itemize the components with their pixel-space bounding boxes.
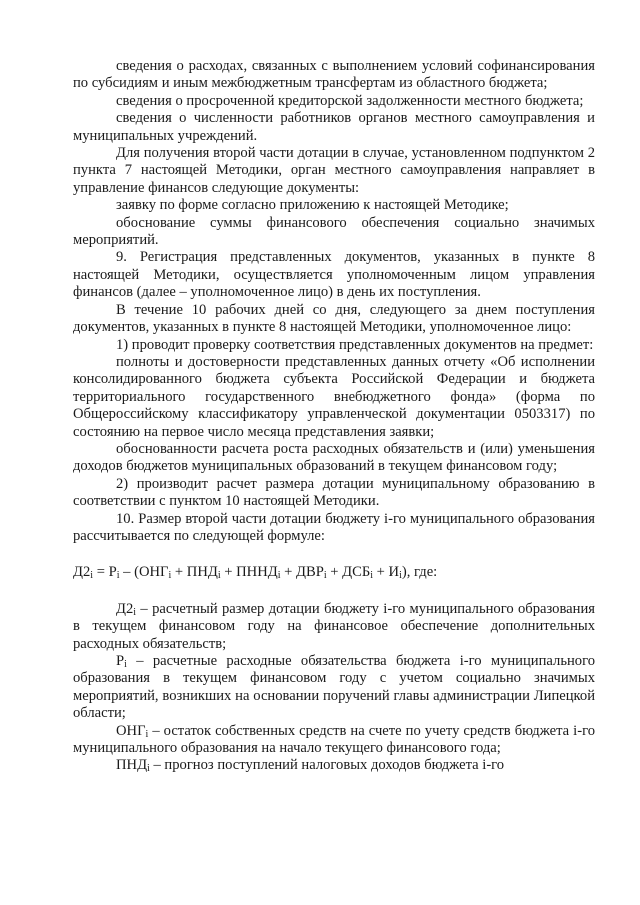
paragraph: сведения о просроченной кредиторской задолженности местного бюджета;	[116, 92, 584, 109]
paragraph: сведения о численности работников органов местного самоуправления и муниципальных учреждений.	[73, 110, 595, 144]
paragraph: полноты и достоверности представленных данных отчету «Об исполнении консолидированного бюджета субъекта Российской Федерации и бюджета территориального государственного внебюджетного фонда» (форма по Общероссийскому классификатору управленческой документации 0503317) по состоянию на первое число месяца представления заявки;	[73, 353, 595, 440]
definition: $ОНГ_i$ – остаток собственных средств на счете по учету средств бюджета i-го муниципального образования на начало текущего финансового года;	[73, 722, 595, 757]
paragraph: 1) проводит проверку соответствия представленных документов на предмет:	[116, 336, 594, 353]
paragraph: сведения о расходах, связанных с выполнением условий софинансирования по субсидиям и иным межбюджетным трансфертам из областного бюджета;	[73, 58, 595, 92]
paragraph: В течение 10 рабочих дней со дня, следующего за днем поступления документов, указанных в пункте 8 настоящей Методики, уполномоченное лицо:	[73, 301, 595, 336]
paragraph: 2) производит расчет размера дотации муниципальному образованию в соответствии с пунктом 10 настоящей Методики.	[73, 475, 595, 510]
paragraph: обоснованности расчета роста расходных обязательств и (или) уменьшения доходов бюджетов муниципальных образований в текущем финансовом году;	[73, 440, 595, 475]
paragraph: 9. Регистрация представленных документов, указанных в пункте 8 настоящей Методики, осуществляется уполномоченным лицом управления финансов (далее – уполномоченное лицо) в день их поступления.	[73, 249, 595, 301]
definition: $Р_i$ – расчетные расходные обязательства бюджета i-го муниципального образования в текущем финансовом году с учетом социально значимых мероприятий, возникших на основании поручений главы администрации Липецкой области;	[73, 653, 595, 722]
definition: $Д2_i$ – расчетный размер дотации бюджету i-го муниципального образования в текущем финансовом году на финансовое обеспечение дополнительных расходных обязательств;	[73, 600, 595, 652]
formula: $Д2_i = Р_i - (ОНГ_i + ПНД_i$ + $ПННД_i + ДВР_i + ДСБ_i + И_i$), где:	[73, 564, 438, 582]
definition: $ПНД_i$ – прогноз поступлений налоговых доходов бюджета i-го	[116, 757, 505, 775]
paragraph: обоснование суммы финансового обеспечения социально значимых мероприятий.	[73, 214, 595, 249]
paragraph: 10. Размер второй части дотации бюджету i-го муниципального образования рассчитывается по следующей формуле:	[73, 510, 595, 544]
paragraph: Для получения второй части дотации в случае, установленном подпунктом 2 пункта 7 настоящей Методики, орган местного самоуправления направляет в управление финансов следующие документы:	[73, 145, 595, 196]
paragraph: заявку по форме согласно приложению к настоящей Методике;	[116, 197, 509, 214]
